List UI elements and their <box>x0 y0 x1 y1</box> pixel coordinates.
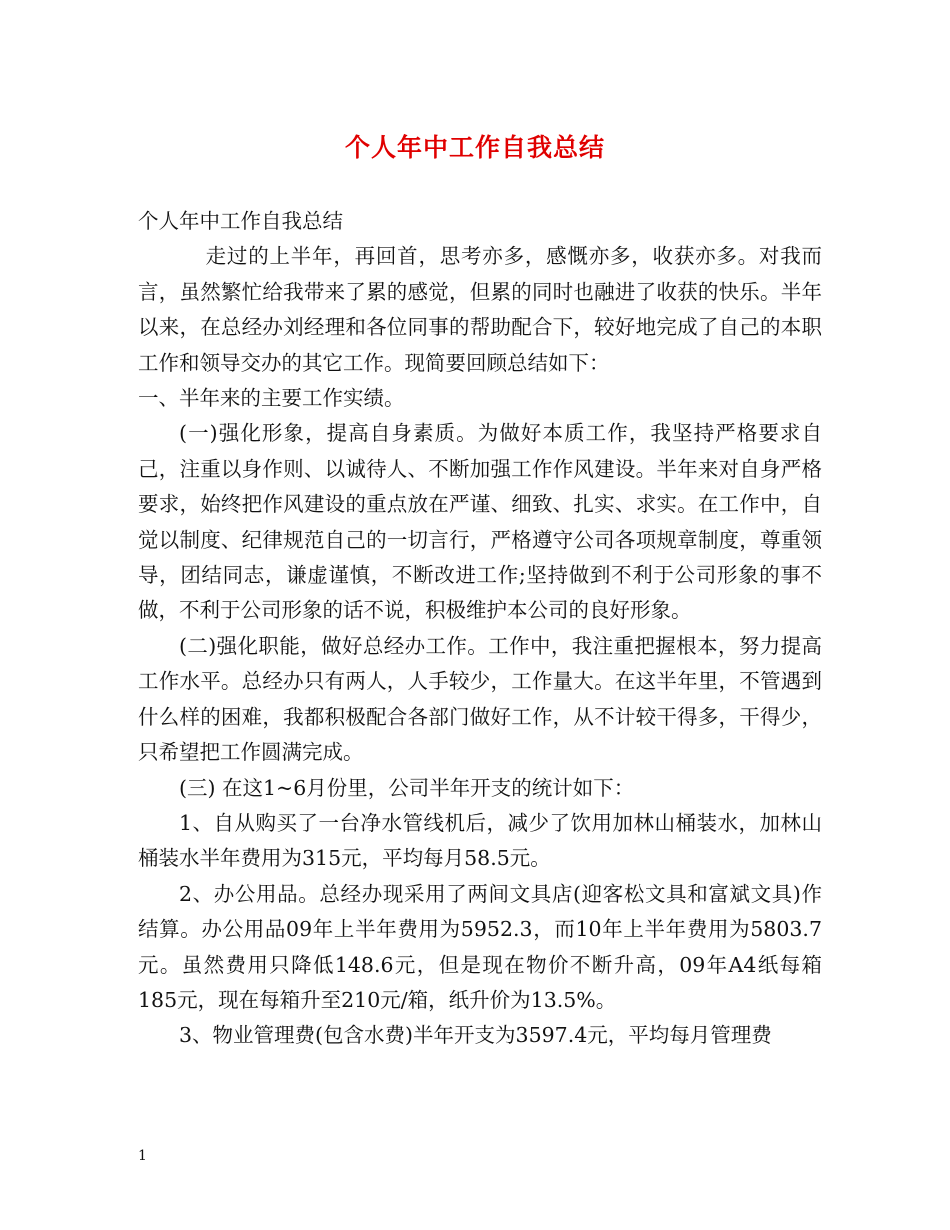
section-heading-1: 一、半年来的主要工作实绩。 <box>138 386 405 411</box>
paragraph-water: 1、自从购买了一台净水管线机后，减少了饮用加林山桶装水，加林山桶装水半年费用为315元，平均每月58.5元。 <box>138 810 822 871</box>
paragraph-property-fee: 3、物业管理费(包含水费)半年开支为3597.4元，平均每月管理费 <box>179 1023 772 1048</box>
paragraph-function: (二)强化职能，做好总经办工作。工作中，我注重把握根本，努力提高工作水平。总经办只有两人，人手较少，工作量大。在这半年里，不管遇到什么样的困难，我都积极配合各部门做好工作，从不计较干得多，干得少，只希望把工作圆满完成。 <box>138 633 822 765</box>
paragraph-office-supplies: 2、办公用品。总经办现采用了两间文具店(迎客松文具和富斌文具)作结算。办公用品09年上半年费用为5952.3，而10年上半年费用为5803.7元。虽然费用只降低148.6元，但是现在物价不断升高，09年A4纸每箱185元，现在每箱升至210元/箱，纸升价为13.5%。 <box>138 881 822 1012</box>
document-subtitle: 个人年中工作自我总结 <box>138 209 343 233</box>
paragraph-intro: 走过的上半年，再回首，思考亦多，感慨亦多，收获亦多。对我而言，虽然繁忙给我带来了累的感觉，但累的同时也融进了收获的快乐。半年以来，在总经办刘经理和各位同事的帮助配合下，较好地完成了自己的本职工作和领导交办的其它工作。现简要回顾总结如下： <box>138 244 822 375</box>
paragraph-image: (一)强化形象，提高自身素质。为做好本质工作，我坚持严格要求自己，注重以身作则、以诚待人、不断加强工作作风建设。半年来对自身严格要求，始终把作风建设的重点放在严谨、细致、扎实、求实。在工作中，自觉以制度、纪律规范自己的一切言行，严格遵守公司各项规章制度，尊重领导，团结同志，谦虚谨慎，不断改进工作;坚持做到不利于公司形象的事不做，不利于公司形象的话不说，积极维护本公司的良好形象。 <box>138 421 822 623</box>
page-number: 1 <box>138 1148 147 1164</box>
document-title: 个人年中工作自我总结 <box>344 133 605 162</box>
document-body <box>138 204 822 1054</box>
paragraph-expense-heading: (三) 在这1~6月份里，公司半年开支的统计如下： <box>179 775 635 800</box>
